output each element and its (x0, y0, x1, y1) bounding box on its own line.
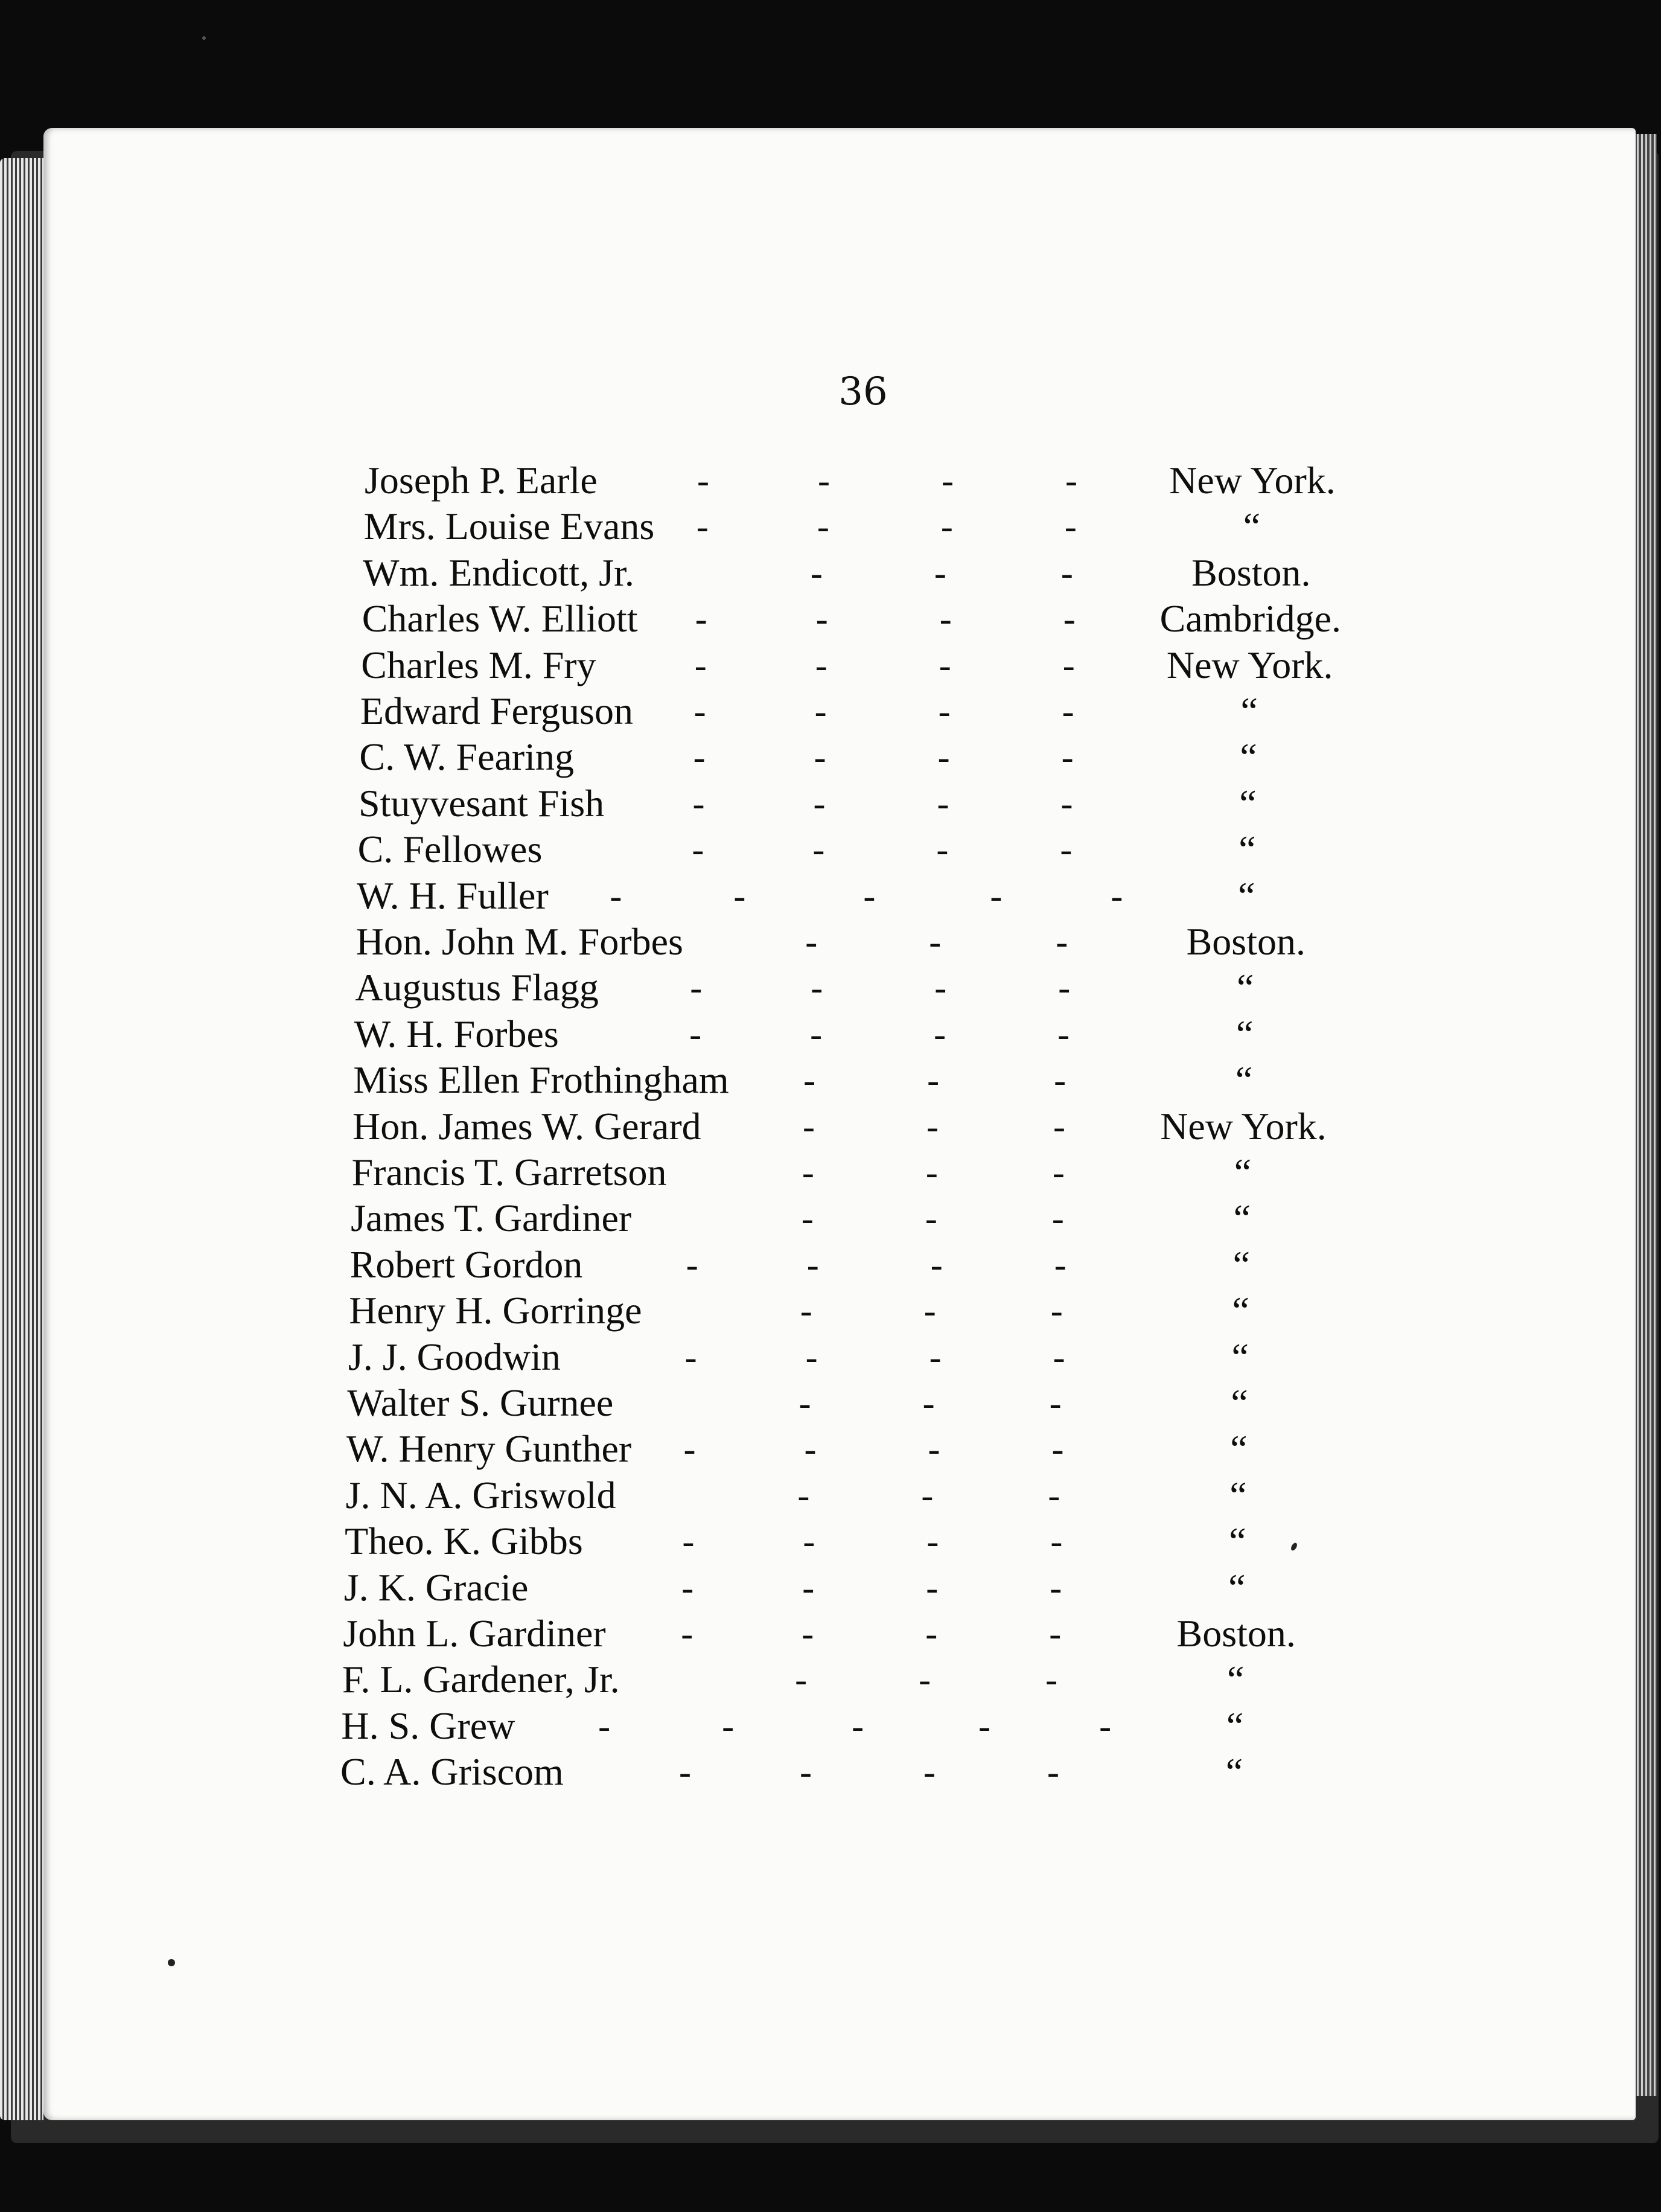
list-item (0, 1288, 1661, 1334)
member-city: “ (1231, 1381, 1248, 1424)
leader-dash: - (1049, 1383, 1062, 1423)
list-item (0, 1749, 1661, 1795)
leader-dash: - (939, 599, 952, 639)
list-item (0, 1380, 1661, 1426)
leader-dash: - (805, 922, 818, 962)
leader-dash: - (817, 507, 829, 547)
member-city: “ (1228, 1565, 1246, 1609)
leader-dash: - (990, 875, 1003, 916)
list-item (0, 1195, 1661, 1241)
leader-dash: - (1062, 691, 1074, 731)
member-name: C. A. Griscom (340, 1750, 564, 1794)
member-name: H. S. Grew (341, 1704, 515, 1747)
list-item (0, 1011, 1661, 1057)
list-item (0, 1472, 1661, 1518)
list-item (0, 596, 1661, 642)
leader-dash: - (681, 1614, 693, 1654)
leader-dash: - (733, 875, 746, 916)
leader-dash: - (805, 1337, 818, 1377)
member-city: “ (1226, 1704, 1244, 1747)
leader-dash: - (1056, 922, 1068, 962)
member-city: “ (1234, 1151, 1252, 1194)
leader-dash: - (692, 783, 705, 823)
leader-dash: - (810, 1014, 823, 1054)
leader-dash: - (1050, 1291, 1063, 1331)
member-city: “ (1229, 1520, 1246, 1563)
member-city: “ (1226, 1658, 1245, 1701)
leader-dash: - (863, 875, 876, 916)
leader-dash: - (925, 1198, 937, 1239)
leader-dash: - (1064, 507, 1077, 547)
leader-dash: - (800, 1752, 812, 1792)
member-city: Boston. (1186, 920, 1306, 963)
member-name: Hon. John M. Forbes (355, 920, 683, 963)
member-name: Robert Gordon (349, 1242, 583, 1286)
list-item (0, 688, 1661, 734)
leader-dash: - (978, 1705, 991, 1746)
leader-dash: - (926, 1567, 939, 1608)
list-item (0, 642, 1661, 688)
member-name: Hon. James W. Gerard (352, 1104, 701, 1148)
leader-dash: - (797, 1475, 810, 1515)
leader-dash: - (923, 1291, 936, 1331)
member-city: Cambridge. (1159, 597, 1341, 641)
member-city: “ (1233, 1197, 1251, 1240)
leader-dash: - (799, 1383, 811, 1423)
leader-dash: - (722, 1705, 735, 1746)
leader-dash: - (1052, 1152, 1065, 1192)
leader-dash: - (927, 1060, 940, 1101)
member-name: Charles M. Fry (361, 643, 596, 686)
member-city: “ (1235, 1058, 1253, 1102)
member-city: “ (1239, 828, 1256, 871)
member-name: Walter S. Gurnee (347, 1381, 614, 1424)
member-name: Mrs. Louise Evans (363, 505, 655, 548)
member-name: James T. Gardiner (351, 1197, 632, 1240)
list-item (0, 919, 1661, 965)
leader-dash: - (1062, 645, 1075, 685)
leader-dash: - (814, 737, 826, 778)
list-item (0, 965, 1661, 1011)
leader-dash: - (1048, 1475, 1060, 1515)
leader-dash: - (1060, 830, 1073, 870)
leader-dash: - (919, 1660, 931, 1700)
leader-dash: - (800, 1291, 812, 1331)
member-name: J. K. Gracie (343, 1565, 529, 1609)
leader-dash: - (1053, 1337, 1065, 1377)
leader-dash: - (938, 691, 951, 731)
leader-dash: - (923, 1752, 936, 1792)
leader-dash: - (815, 599, 828, 639)
leader-dash: - (679, 1752, 691, 1792)
leader-dash: - (1053, 1106, 1065, 1146)
leader-dash: - (598, 1705, 611, 1746)
ink-speck (202, 36, 206, 40)
leader-dash: - (926, 1106, 939, 1146)
leader-dash: - (818, 461, 830, 500)
leader-dash: - (693, 737, 706, 778)
member-name: W. H. Forbes (354, 1012, 559, 1055)
list-item (0, 550, 1661, 596)
leader-dash: - (803, 1521, 815, 1562)
leader-dash: - (795, 1660, 808, 1700)
list-item (0, 873, 1661, 919)
leader-dash: - (801, 1198, 814, 1239)
member-name: C. Fellowes (357, 828, 543, 871)
leader-dash: - (803, 1106, 815, 1146)
leader-dash: - (811, 968, 823, 1008)
leader-dash: - (804, 1429, 817, 1469)
list-item (0, 1242, 1661, 1288)
member-city: “ (1240, 689, 1258, 732)
leader-dash: - (922, 1383, 935, 1423)
leader-dash: - (934, 552, 946, 593)
member-city: Boston. (1191, 551, 1311, 594)
leader-dash: - (852, 1705, 864, 1746)
leader-dash: - (1061, 737, 1074, 778)
member-name: F. L. Gardener, Jr. (342, 1658, 620, 1701)
member-city: “ (1232, 1289, 1249, 1332)
member-name: J. N. A. Griswold (345, 1473, 616, 1517)
leader-dash: - (806, 1244, 819, 1285)
leader-dash: - (802, 1614, 814, 1654)
leader-dash: - (689, 1014, 702, 1054)
member-city: New York. (1166, 643, 1333, 686)
leader-dash: - (683, 1429, 696, 1469)
leader-dash: - (1054, 1060, 1066, 1101)
leader-dash: - (810, 552, 823, 593)
list-item (0, 734, 1661, 780)
leader-dash: - (1111, 875, 1123, 916)
leader-dash: - (682, 1521, 695, 1562)
leader-dash: - (1058, 968, 1071, 1008)
leader-dash: - (934, 968, 947, 1008)
list-item (0, 1703, 1661, 1749)
leader-dash: - (942, 461, 954, 500)
leader-dash: - (921, 1475, 934, 1515)
leader-dash: - (930, 1244, 943, 1285)
member-name: J. J. Goodwin (348, 1335, 561, 1378)
list-item (0, 1426, 1661, 1472)
leader-dash: - (692, 830, 704, 870)
leader-dash: - (1047, 1752, 1059, 1792)
leader-dash: - (802, 1567, 815, 1608)
leader-dash: - (1049, 1614, 1062, 1654)
member-name: Francis T. Garretson (351, 1151, 667, 1194)
leader-dash: - (813, 783, 826, 823)
leader-dash: - (695, 599, 707, 639)
member-name: Theo. K. Gibbs (345, 1520, 583, 1563)
member-city: “ (1231, 1335, 1249, 1378)
member-city: New York. (1160, 1104, 1327, 1148)
leader-dash: - (812, 830, 825, 870)
leader-dash: - (814, 691, 827, 731)
member-city: “ (1239, 781, 1257, 825)
member-name: Wm. Endicott, Jr. (363, 551, 634, 594)
page-number: 36 (838, 369, 888, 414)
list-item (0, 1057, 1661, 1103)
member-city: “ (1237, 966, 1254, 1009)
leader-dash: - (694, 645, 707, 685)
leader-dash: - (926, 1521, 939, 1562)
leader-dash: - (1050, 1521, 1063, 1562)
member-city: “ (1230, 1427, 1248, 1471)
member-name: Stuyvesant Fish (359, 781, 605, 825)
leader-dash: - (1045, 1660, 1058, 1700)
list-item (0, 503, 1661, 549)
member-city: “ (1229, 1473, 1247, 1517)
list-item (0, 458, 1661, 503)
leader-dash: - (937, 783, 949, 823)
list-item (0, 1149, 1661, 1195)
member-city: “ (1235, 1012, 1254, 1055)
leader-dash: - (697, 461, 709, 500)
member-name: Charles W. Elliott (362, 597, 638, 641)
leader-dash: - (690, 968, 703, 1008)
leader-dash: - (684, 1337, 697, 1377)
member-city: New York. (1169, 459, 1336, 502)
leader-dash: - (1054, 1244, 1066, 1285)
list-item (0, 1518, 1661, 1564)
member-name: Edward Ferguson (360, 689, 633, 732)
leader-dash: - (1051, 1429, 1064, 1469)
member-name: Augustus Flagg (355, 966, 599, 1009)
leader-dash: - (1051, 1198, 1064, 1239)
member-name: Miss Ellen Frothingham (353, 1058, 729, 1102)
member-city: “ (1240, 735, 1257, 779)
member-name: W. Henry Gunther (346, 1427, 632, 1471)
leader-dash: - (802, 1152, 814, 1192)
leader-dash: - (928, 1429, 940, 1469)
leader-dash: - (1057, 1014, 1070, 1054)
list-item (0, 1611, 1661, 1657)
leader-dash: - (1050, 1567, 1062, 1608)
list-item (0, 1657, 1661, 1702)
leader-dash: - (693, 691, 706, 731)
leader-dash: - (940, 507, 953, 547)
leader-dash: - (929, 922, 942, 962)
leader-dash: - (1060, 552, 1073, 593)
list-item (0, 1565, 1661, 1611)
leader-dash: - (936, 830, 949, 870)
leader-dash: - (937, 737, 950, 778)
leader-dash: - (610, 875, 622, 916)
leader-dash: - (681, 1567, 694, 1608)
member-city: “ (1225, 1750, 1243, 1794)
list-item (0, 826, 1661, 872)
list-item (0, 781, 1661, 826)
leader-dash: - (696, 507, 709, 547)
leader-dash: - (815, 645, 827, 685)
leader-dash: - (1060, 783, 1073, 823)
leader-dash: - (925, 1152, 938, 1192)
member-name: C. W. Fearing (359, 735, 574, 779)
member-city: “ (1243, 505, 1261, 548)
leader-dash: - (929, 1337, 942, 1377)
member-name: Henry H. Gorringe (349, 1289, 642, 1332)
leader-dash: - (1099, 1705, 1112, 1746)
member-city: “ (1232, 1242, 1250, 1286)
member-name: John L. Gardiner (343, 1612, 606, 1655)
list-item (0, 1104, 1661, 1149)
member-name: W. H. Fuller (357, 874, 549, 917)
list-item (0, 1334, 1661, 1380)
member-name: Joseph P. Earle (365, 459, 598, 502)
leader-dash: - (925, 1614, 938, 1654)
member-city: “ (1238, 874, 1255, 917)
leader-dash: - (686, 1244, 698, 1285)
leader-dash: - (934, 1014, 946, 1054)
leader-dash: - (939, 645, 951, 685)
leader-dash: - (1063, 599, 1076, 639)
leader-dash: - (803, 1060, 816, 1101)
member-city: Boston. (1176, 1612, 1296, 1655)
ink-speck (168, 1959, 175, 1966)
leader-dash: - (1065, 461, 1077, 500)
